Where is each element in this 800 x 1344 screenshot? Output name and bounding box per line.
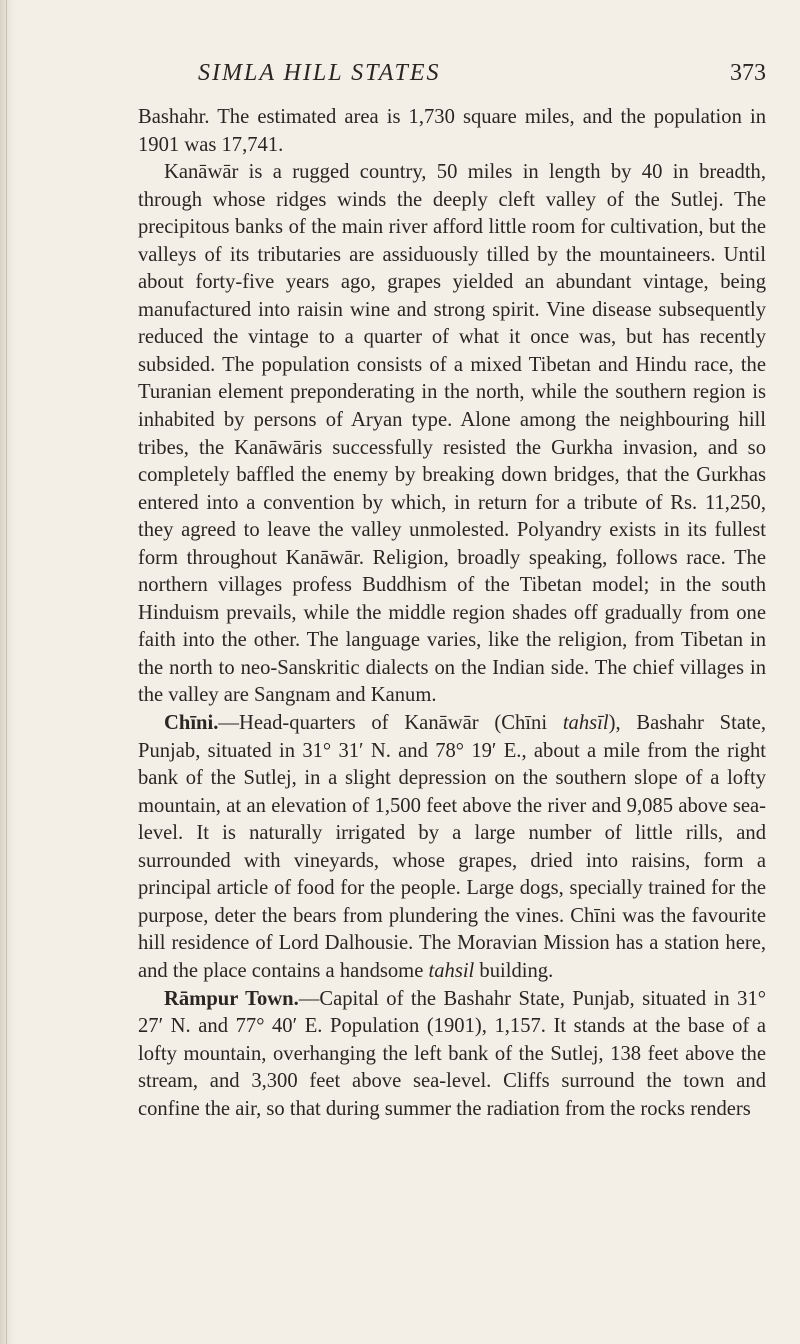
italic-term: tahsil bbox=[428, 959, 475, 982]
paragraph-text: building. bbox=[474, 959, 554, 982]
paragraph bbox=[138, 104, 766, 159]
paragraph bbox=[138, 159, 766, 710]
paragraph-text: ), Bashahr State, Punjab, situated in 31° 31′ N. and 78° 19′ E., about a mile from the right bank of the Sutlej, in a slight depression on the southern slope of a lofty mountain, at an elevation of 1,500 feet above the river and 9,085 above sea-level. It is naturally irrigated by a large number of little rills, and surrounded with vineyards, whose grapes, dried into raisins, form a principal article of food for the people. Large dogs, specially trained for the purpose, deter the bears from plundering the vines. Chīni was the favourite hill residence of Lord Dalhousie. The Moravian Mission has a station here, and the place contains a handsome bbox=[138, 712, 766, 982]
running-title: SIMLA HILL STATES bbox=[198, 60, 441, 86]
binding-shadow-line bbox=[6, 0, 7, 1344]
paragraph-text: —Head-quarters of Kanāwār (Chīni bbox=[218, 712, 563, 735]
entry-headword: Rāmpur Town. bbox=[164, 987, 299, 1010]
italic-term: tahsīl bbox=[562, 712, 609, 735]
entry-headword: Chīni. bbox=[164, 712, 219, 735]
paragraph-text: Kanāwār is a rugged country, 50 miles in length by 40 in breadth, through whose ridges winds the deeply cleft valley of the Sutlej. The precipitous banks of the main river afford little room for cultivation, but the valleys of its tributaries are assiduously tilled by the mountaineers. Until about forty-five years ago, grapes yielded an abundant vintage, being manufactured into raisin wine and strong spirit. Vine disease subsequently reduced the vintage to a quarter of what it once was, but has recently subsided. The population consists of a mixed Tibetan and Hindu race, the Turanian element preponderating in the north, while the southern region is inhabited by persons of Aryan type. Alone among the neighbouring hill tribes, the Kanāwāris successfully resisted the Gurkha invasion, and so completely baffled the enemy by breaking down bridges, that the Gurkhas entered into a convention by which, in return for a tribute of Rs. 11,250, they agreed to leave the valley unmolested. Polyandry exists in its fullest form throughout Kanāwār. Religion, broadly speaking, follows race. The northern villages profess Buddhism of the Tibetan model; in the south Hinduism prevails, while the middle region shades off gradually from one faith into the other. The language varies, like the religion, from Tibetan in the north to neo-Sanskritic dialects on the Indian side. The chief villages in the valley are Sangnam and Kanum. bbox=[138, 161, 766, 707]
paragraph-text: —Capital of the Bashahr State, Punjab, situated in 31° 27′ N. and 77° 40′ E. Population (1901), 1,157. It stands at the base of a lofty mountain, overhanging the left bank of the Sutlej, 138 feet above the stream, and 3,300 feet above sea-level. Cliffs surround the town and confine the air, so that during summer the radiation from the rocks renders bbox=[138, 987, 767, 1120]
page-binding-edge bbox=[0, 0, 14, 1344]
body-text bbox=[138, 104, 766, 1123]
paragraph-text: Bashahr. The estimated area is 1,730 square miles, and the population in 1901 was 17,741. bbox=[138, 106, 766, 156]
book-page bbox=[138, 60, 766, 1123]
paragraph bbox=[138, 986, 766, 1124]
running-header bbox=[138, 60, 766, 104]
paragraph bbox=[138, 710, 766, 985]
page-number: 373 bbox=[730, 60, 766, 86]
